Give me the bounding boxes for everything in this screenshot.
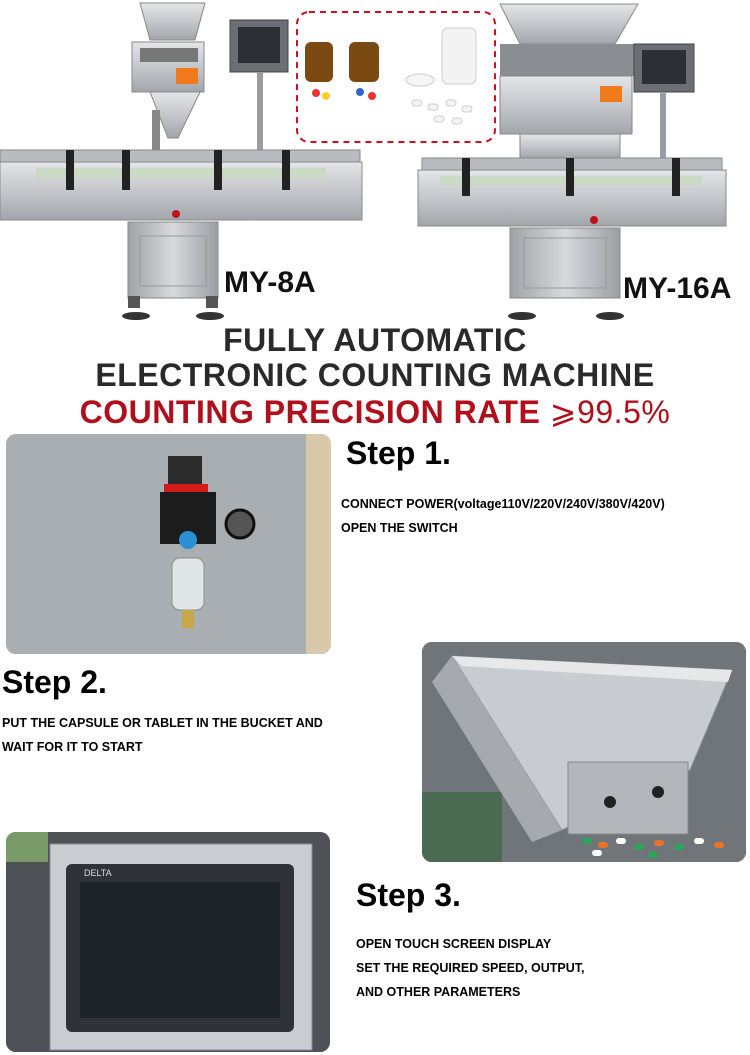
step2-line2: WAIT FOR IT TO START [2,740,143,754]
headline-line2: ELECTRONIC COUNTING MACHINE [95,357,655,393]
air-regulator-illustration [6,434,331,654]
step2-photo [422,642,746,862]
step1-photo [6,434,331,654]
model-label-left: MY-8A [224,266,316,299]
step1-line1: CONNECT POWER(voltage110V/220V/240V/380V/420V) [341,497,665,511]
step3-text [356,932,585,1004]
step3-title: Step 3. [356,877,461,913]
precision-rate: ⩾99.5% [549,394,671,430]
precision-label: COUNTING PRECISION RATE [79,394,541,430]
model-label-right: MY-16A [623,272,732,305]
step2-line1: PUT THE CAPSULE OR TABLET IN THE BUCKET AND [2,716,323,730]
step3-line2: SET THE REQUIRED SPEED, OUTPUT, [356,961,585,975]
step1-line2: OPEN THE SWITCH [341,521,458,535]
panel-brand: DELTA [84,868,112,878]
step1-text [341,492,665,540]
step2-text [2,711,323,759]
headline-line3 [0,393,750,431]
step3-line1: OPEN TOUCH SCREEN DISPLAY [356,937,552,951]
step3-line3: AND OTHER PARAMETERS [356,985,521,999]
inset-frame [299,13,495,143]
headline-line1: FULLY AUTOMATIC [223,322,527,358]
step1-title: Step 1. [346,435,451,471]
hopper-illustration [422,642,746,862]
step3-photo [6,832,330,1052]
step2-title: Step 2. [2,664,107,700]
touchscreen-illustration [6,832,330,1052]
